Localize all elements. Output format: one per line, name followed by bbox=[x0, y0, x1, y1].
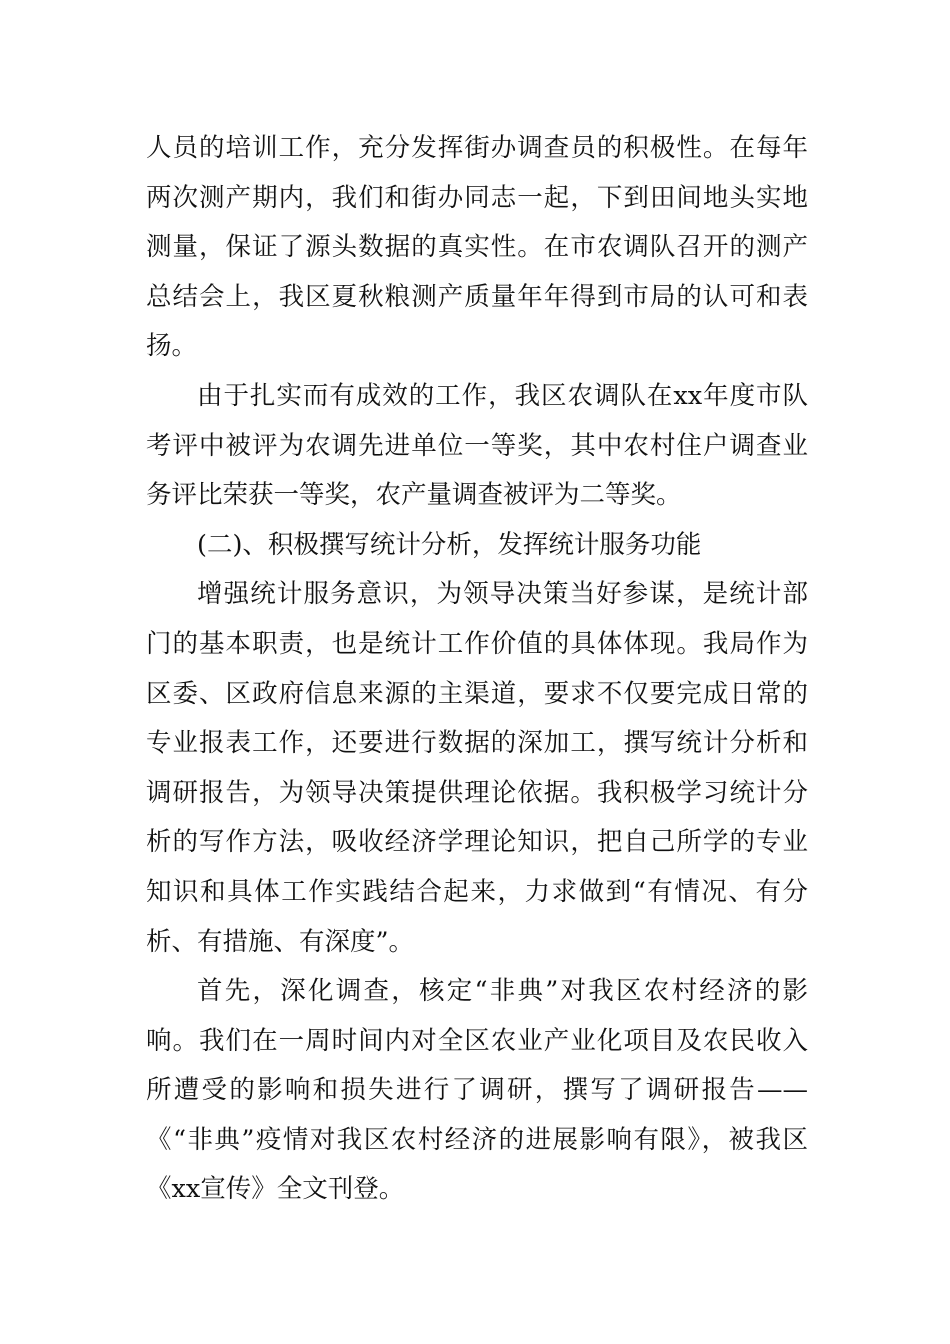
section-heading: (二)、积极撰写统计分析，发挥统计服务功能 bbox=[197, 529, 702, 560]
paragraph-award: 由于扎实而有成效的工作，我区农调队在xx年度市队考评中被评为农调先进单位一等奖，其中农村住户调查业务评比荣获一等奖，农产量调查被评为二等奖。 bbox=[146, 380, 808, 511]
paragraph-sars-survey: 首先，深化调查，核定“非典”对我区农村经济的影响。我们在一周时间内对全区农业产业化项目及农民收入所遭受的影响和损失进行了调研，撰写了调研报告——《“非典”疫情对我区农村经济的进展影响有限》，被我区《xx宣传》全文刊登。 bbox=[146, 976, 808, 1205]
document-body bbox=[146, 124, 808, 1215]
paragraph-continuation: 人员的培训工作，充分发挥街办调查员的积极性。在每年两次测产期内，我们和街办同志一起，下到田间地头实地测量，保证了源头数据的真实性。在市农调队召开的测产总结会上，我区夏秋粮测产质量年年得到市局的认可和表扬。 bbox=[146, 133, 808, 362]
paragraph-service: 增强统计服务意识，为领导决策当好参谋，是统计部门的基本职责，也是统计工作价值的具体体现。我局作为区委、区政府信息来源的主渠道，要求不仅要完成日常的专业报表工作，还要进行数据的深加工，撰写统计分析和调研报告，为领导决策提供理论依据。我积极学习统计分析的写作方法，吸收经济学理论知识，把自己所学的专业知识和具体工作实践结合起来，力求做到“有情况、有分析、有措施、有深度”。 bbox=[146, 579, 808, 957]
